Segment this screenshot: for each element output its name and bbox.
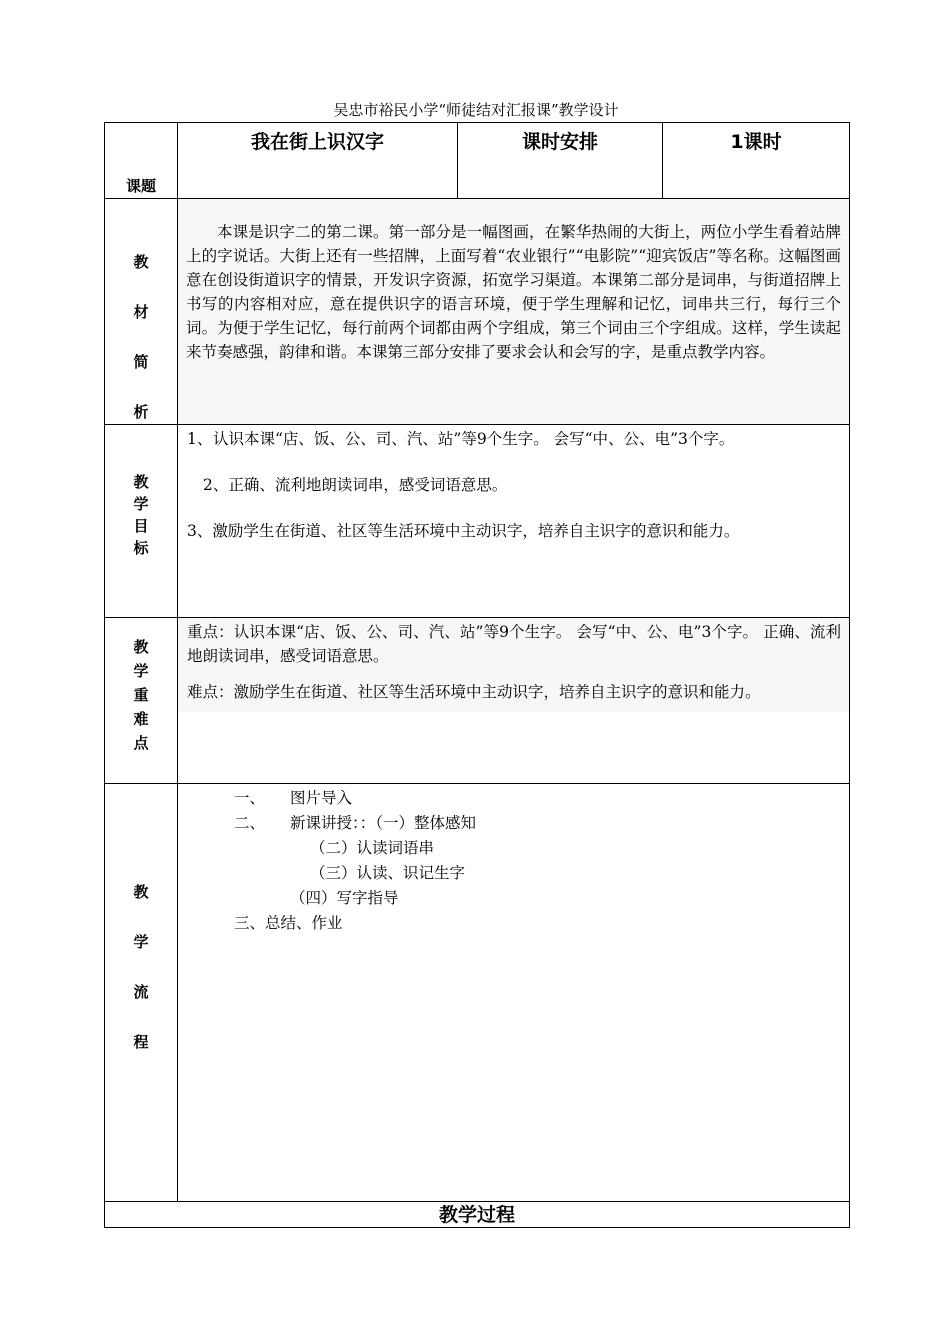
process-title: 教学过程 bbox=[105, 1202, 850, 1228]
goals-row bbox=[105, 425, 850, 618]
flow-step-3: 三、总结、作业 bbox=[234, 914, 343, 932]
material-content-cell bbox=[178, 199, 850, 425]
topic-label-cell bbox=[105, 123, 178, 199]
keypoints-row bbox=[105, 618, 850, 784]
flow-step-2-text: 新课讲授：：（一）整体感知 bbox=[290, 814, 477, 832]
goal-3: 3、激励学生在街道、社区等生活环境中主动识字，培养自主识字的意识和能力。 bbox=[187, 522, 740, 540]
flow-step-1-number: 一、 bbox=[234, 789, 266, 807]
goals-content-cell bbox=[178, 425, 850, 618]
difficult-point-text: 难点：激励学生在街道、社区等生活环境中主动识字，培养自主识字的意识和能力。 bbox=[187, 683, 761, 701]
flow-row bbox=[105, 784, 850, 1202]
goals-label-cell bbox=[105, 425, 178, 618]
flow-sub-2: （二）认读词语串 bbox=[310, 839, 435, 857]
flow-content-cell bbox=[178, 784, 850, 1202]
goal-1-number: 1、 bbox=[187, 430, 213, 448]
topic-row bbox=[105, 123, 850, 199]
material-row bbox=[105, 199, 850, 425]
flow-step-1-text: 图片导入 bbox=[290, 789, 353, 807]
flow-label-cell bbox=[105, 784, 178, 1202]
material-label-cell bbox=[105, 199, 178, 425]
material-analysis-text: 本课是识字二的第二课。第一部分是一幅图画，在繁华热闹的大街上，两位小学生看着站牌上的字说话。大街上还有一些招牌，上面写着“农业银行”“电影院”“迎宾饭店”等名称。这幅图画意在创设街道识字的情景，开发识字资源，拓宽学习渠道。本课第二部分是词串，与街道招牌上书写的内容相对应，意在提供识字的语言环境，便于学生理解和记忆，词串共三行，每行三个词。为便于学生记忆，每行前两个词都由两个字组成，第三个词由三个字组成。这样，学生读起来节奏感强，韵律和谐。本课第三部分安排了要求会认和会写的字，是重点教学内容。 bbox=[186, 223, 841, 361]
topic-label: 课题 bbox=[125, 177, 156, 195]
process-row bbox=[105, 1202, 850, 1228]
material-label: 教 材 简 析 bbox=[133, 253, 149, 421]
goal-2: 2、正确、流利地朗读词串，感受词语意思。 bbox=[203, 476, 508, 494]
flow-step-2-number: 二、 bbox=[234, 814, 266, 832]
lesson-plan-table bbox=[104, 122, 850, 1228]
keypoints-label-cell bbox=[105, 618, 178, 784]
flow-sub-4: （四）写字指导 bbox=[290, 889, 399, 907]
goals-label: 教 学 目 标 bbox=[133, 473, 149, 557]
keypoints-content-cell bbox=[178, 618, 850, 784]
goal-1-text: 认识本课“店、饭、公、司、汽、站”等9个生字。 会写“中、公、电”3个字。 bbox=[213, 430, 735, 448]
goal-1 bbox=[187, 427, 841, 451]
flow-label: 教 学 流 程 bbox=[133, 883, 149, 1051]
schedule-value: 1课时 bbox=[663, 123, 850, 199]
keypoints-label: 教 学 重 难 点 bbox=[133, 638, 149, 752]
flow-step-1 bbox=[178, 786, 849, 811]
flow-sub-3: （三）认读、识记生字 bbox=[310, 864, 466, 882]
schedule-label: 课时安排 bbox=[458, 123, 663, 199]
flow-step-2 bbox=[178, 811, 849, 836]
document-header: 吴忠市裕民小学“师徒结对汇报课”教学设计 bbox=[333, 101, 619, 119]
lesson-title: 我在街上识汉字 bbox=[178, 123, 458, 199]
key-point-text: 重点：认识本课“店、饭、公、司、汽、站”等9个生字。 会写“中、公、电”3个字。 正确、流利地朗读词串，感受词语意思。 bbox=[187, 623, 841, 665]
